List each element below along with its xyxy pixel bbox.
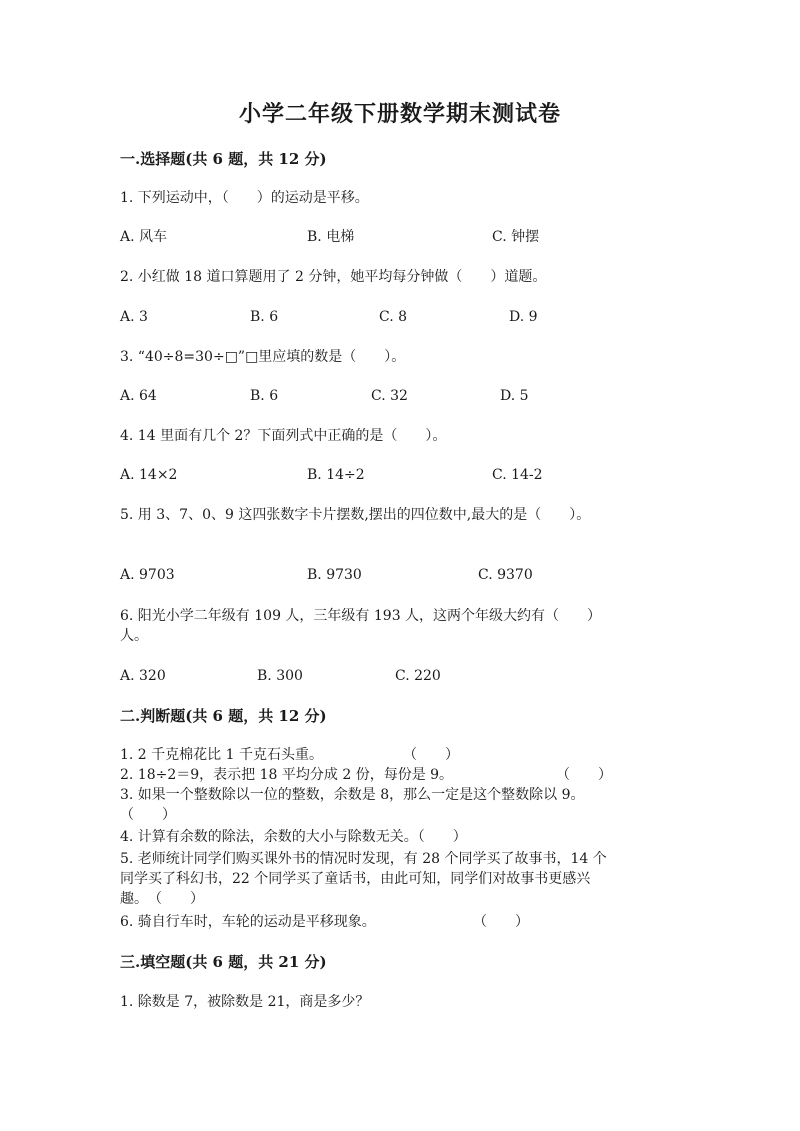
judge-3-text: 3. 如果一个整数除以一位的整数，余数是 8，那么一定是这个整数除以 9。 xyxy=(120,787,585,803)
option-c: C. 32 xyxy=(371,388,408,404)
judge-2-text: 2. 18÷2＝9，表示把 18 平均分成 2 份，每份是 9。 xyxy=(120,767,454,783)
option-d: D. 9 xyxy=(509,309,538,325)
answer-bracket: （ ） xyxy=(473,914,529,930)
question-6-text: 6. 阳光小学二年级有 109 人，三年级有 193 人，这两个年级大约有（ ） xyxy=(120,608,602,624)
judge-6-text: 6. 骑自行车时，车轮的运动是平移现象。 xyxy=(120,914,376,930)
option-b: B. 6 xyxy=(250,388,279,404)
option-a: A. 64 xyxy=(120,388,157,404)
judge-1-text: 1. 2 千克棉花比 1 千克石头重。 xyxy=(120,747,323,763)
option-a: A. 9703 xyxy=(120,567,175,583)
option-b: B. 9730 xyxy=(307,567,362,583)
option-a: A. 3 xyxy=(120,309,148,325)
answer-bracket: （ ） xyxy=(403,747,459,763)
option-d: D. 5 xyxy=(500,388,529,404)
question-1-text: 1. 下列运动中，（ ）的运动是平移。 xyxy=(120,190,369,206)
judge-5-text-cont: 同学买了科幻书，22 个同学买了童话书，由此可知，同学们对故事书更感兴 xyxy=(120,871,591,887)
section-heading-fill-blank: 三.填空题(共 6 题，共 21 分) xyxy=(120,953,327,971)
option-c: C. 8 xyxy=(379,309,408,325)
option-c: C. 钟摆 xyxy=(492,229,540,245)
option-c: C. 220 xyxy=(395,668,441,684)
page-title: 小学二年级下册数学期末测试卷 xyxy=(238,101,561,127)
judge-3-bracket: （ ） xyxy=(120,807,176,823)
question-3-text: 3. “40÷8=30÷□”□里应填的数是（ ）。 xyxy=(120,349,406,365)
option-a: A. 风车 xyxy=(120,229,168,245)
option-c: C. 14-2 xyxy=(492,467,543,483)
fill-1-text: 1. 除数是 7，被除数是 21，商是多少？ xyxy=(120,994,370,1010)
option-a: A. 320 xyxy=(120,668,166,684)
option-b: B. 300 xyxy=(257,668,303,684)
section-heading-choice: 一.选择题(共 6 题，共 12 分) xyxy=(120,150,327,168)
option-c: C. 9370 xyxy=(478,567,533,583)
section-heading-judgement: 二.判断题(共 6 题，共 12 分) xyxy=(120,707,327,725)
question-5-text: 5. 用 3、7、0、9 这四张数字卡片摆数,摆出的四位数中,最大的是（ ）。 xyxy=(120,507,591,523)
option-b: B. 电梯 xyxy=(307,229,355,245)
judge-5-text: 5. 老师统计同学们购买课外书的情况时发现，有 28 个同学买了故事书，14 个 xyxy=(120,851,607,867)
option-a: A. 14×2 xyxy=(120,467,178,483)
judge-4-text: 4. 计算有余数的除法，余数的大小与除数无关。（ ） xyxy=(120,829,467,845)
option-b: B. 6 xyxy=(250,309,279,325)
answer-bracket: （ ） xyxy=(556,767,612,783)
question-4-text: 4. 14 里面有几个 2？下面列式中正确的是（ ）。 xyxy=(120,428,447,444)
question-2-text: 2. 小红做 18 道口算题用了 2 分钟，她平均每分钟做（ ）道题。 xyxy=(120,269,547,285)
question-6-text-cont: 人。 xyxy=(120,628,148,644)
judge-5-text-end: 趣。 （ ） xyxy=(120,891,204,907)
option-b: B. 14÷2 xyxy=(307,467,365,483)
